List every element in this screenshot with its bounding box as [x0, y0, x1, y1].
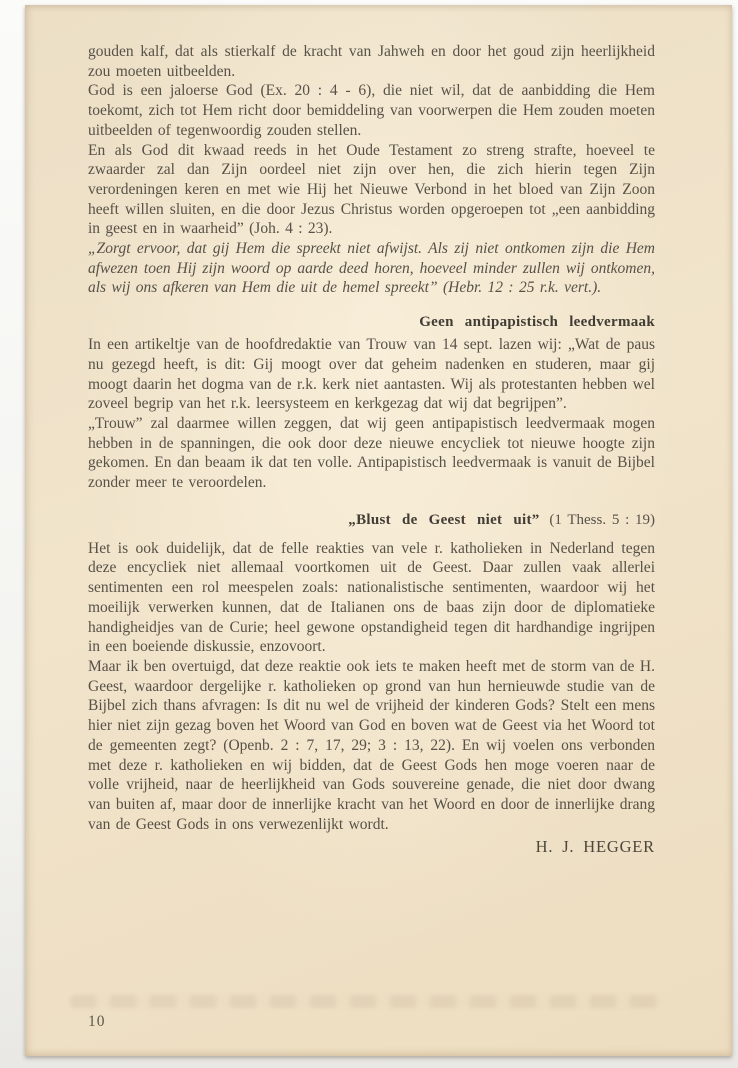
scanned-page	[25, 5, 732, 1056]
body-paragraph: Maar ik ben overtuigd, dat deze reaktie ook iets te maken heeft met de storm van de H. Geest, waardoor dergelijke r. katholieken op grond van hun hernieuwde studie van de Bijbel zich thans afvragen: Is dit nu wel de vrijheid der kinderen Gods? Stelt een mens hier niet zijn gezag boven het Woord van God en boven wat de Geest via het Woord tot de gemeenten zegt? (Openb. 2 : 7, 17, 29; 3 : 13, 22). En wij voelen ons verbonden met deze r. katholieken en wij bidden, dat de Geest Gods hen moge voeren naar de volle vrijheid, naar de heerlijkheid van Gods souvereine genade, die niet door dwang van buiten af, maar door de innerlijke kracht van het Woord en door de innerlijke drang van de Geest Gods in ons verwezenlijkt wordt.	[88, 657, 655, 833]
body-paragraph: Het is ook duidelijk, dat de felle reakties van vele r. katholieken in Nederland tegen deze encycliek niet allemaal voortkomen uit de Geest. Daar zullen vaak allerlei sentimenten een rol meespelen zoals: nationalistische sentimenten, waardoor wij het moeilijk verwerken kunnen, dat de Italianen ons de baas zijn door de diplomatieke handigheidjes van de Curie; heel gewone opstandigheid tegen dit hardhandige ingrijpen in een boeiende diskussie, enzovoort.	[88, 539, 655, 656]
section-heading-antipapistisch	[88, 313, 655, 332]
show-through-ghost-text	[70, 995, 662, 1008]
body-paragraph: „Trouw” zal daarmee willen zeggen, dat wij geen antipapistisch leedvermaak mogen hebben in de spanningen, die ook door deze nieuwe encycliek tot nieuwe hoogte zijn gekomen. En dan beaam ik dat ten volle. Antipapistisch leedvermaak is vanuit de Bijbel zonder meer te veroordelen.	[88, 414, 655, 492]
body-paragraph: gouden kalf, dat als stierkalf de kracht van Jahweh en door het goud zijn heerlijkheid zou moeten uitbeelden.	[88, 43, 655, 80]
body-paragraph: En als God dit kwaad reeds in het Oude Testament zo streng strafte, hoeveel te zwaarder zal dan Zijn oordeel niet zijn over hen, die zich hierin tegen Zijn verordeningen keren en met wie Hij het Nieuwe Verbond in het bloed van Zijn Zoon heeft willen sluiten, en die door Jezus Christus worden opgeroepen tot „een aanbidding in geest en in waarheid” (Joh. 4 : 23).	[88, 141, 655, 238]
quote-paragraph: „Zorgt ervoor, dat gij Hem die spreekt niet afwijst. Als zij niet ontkomen zijn die Hem afwezen toen Hij zijn woord op aarde deed horen, hoeveel minder zullen wij ontkomen, als wij ons afkeren van Hem die uit de hemel spreekt” (Hebr. 12 : 25 r.k. vert.).	[88, 240, 655, 297]
body-paragraph: God is een jaloerse God (Ex. 20 : 4 - 6), die niet wil, dat de aanbidding die Hem toekomt, zich tot Hem richt door bemiddeling van voorwerpen die Hem zouden moeten uitbeelden of tegenwoordig zouden stellen.	[88, 82, 655, 139]
author-signature: H. J. HEGGER	[535, 837, 655, 857]
heading-label: „Blust de Geest niet uit”	[348, 511, 540, 528]
text-column	[88, 42, 655, 857]
page-number: 10	[88, 1013, 106, 1030]
heading-label: Geen antipapistisch leedvermaak	[419, 314, 655, 331]
body-paragraph: In een artikeltje van de hoofdredaktie van Trouw van 14 sept. lazen wij: „Wat de paus nu gezegd heeft, is dit: Gij moogt over dat geheim nadenken en studeren, maar gij moogt daarin het dogma van de r.k. kerk niet aantasten. Wij als protestanten hebben wel zoveel begrip van het r.k. leersysteem en kerkgezag dat wij dat begrijpen”.	[88, 336, 655, 413]
heading-scripture-reference: (1 Thess. 5 : 19)	[549, 511, 655, 528]
section-heading-blust-de-geest	[88, 511, 655, 530]
